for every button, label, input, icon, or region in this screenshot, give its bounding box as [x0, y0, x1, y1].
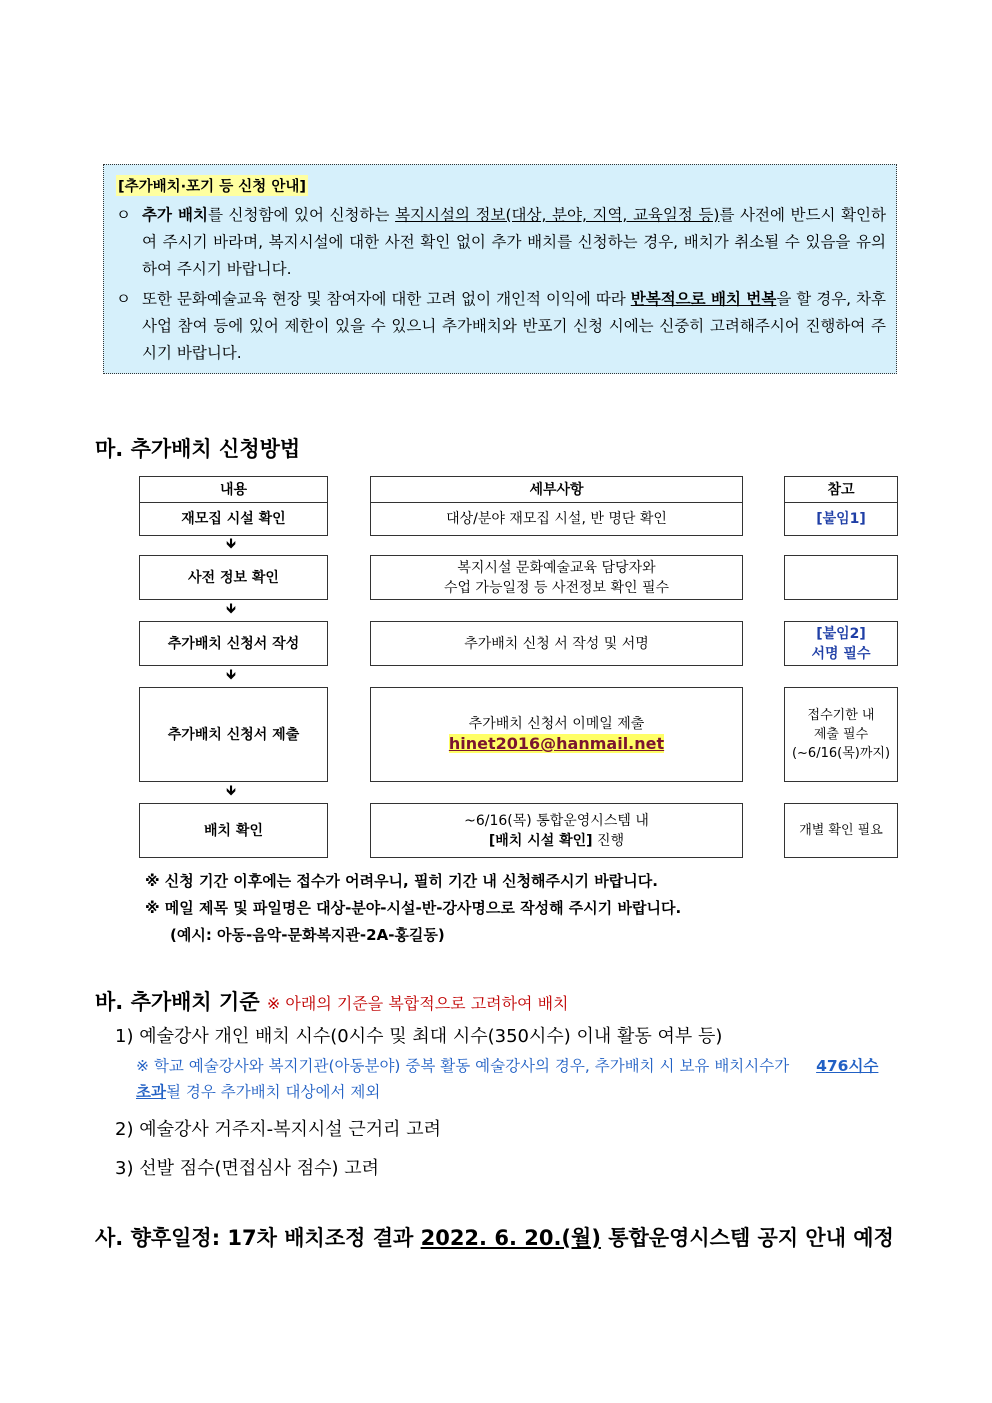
notice-b2-text: 또한 문화예술교육 현장 및 참여자에 대한 고려 없이 개인적 이익에 따라	[142, 290, 631, 308]
criterion-1-note-strong: 476시수 초과	[136, 1057, 879, 1101]
ref-5: 개별 확인 필요	[784, 803, 898, 858]
notice-b1-underline: 복지시설의 정보(대상, 분야, 지역, 교육일정 등)	[395, 206, 720, 224]
arrow-down-icon: 🡻	[226, 601, 237, 617]
ref-2	[784, 555, 898, 600]
ref-4-line-1: 접수기한 내	[807, 708, 875, 723]
table-header-content: 내용	[139, 476, 328, 503]
arrow-down-icon: 🡻	[226, 667, 237, 683]
table-header-ref: 참고	[784, 476, 898, 503]
note-1: ※ 신청 기간 이후에는 접수가 어려우니, 필히 기간 내 신청해주시기 바랍니다.	[145, 872, 658, 890]
criterion-1: 1) 예술강사 개인 배치 시수(0시수 및 최대 시수(350시수) 이내 활동 여부 등)	[115, 1026, 723, 1047]
notice-b1-text-2: 를 사전에 반드시 확인하여 주시기 바라며, 복지시설에 대한 사전 확인 없이 추가 배치를 신청하는 경우, 배치가 취소될 수 있음을 유의하여 주시기 바랍니다.	[142, 206, 886, 278]
section-sa-text-2: 통합운영시스템 공지 안내 예정	[600, 1226, 894, 1250]
notice-b2-strong: 반복적으로 배치 번복	[630, 290, 777, 308]
detail-2-line-2: 수업 가능일정 등 사전정보 확인 필수	[443, 579, 670, 596]
detail-5-text: 진행	[592, 832, 625, 849]
ref-4	[784, 687, 898, 782]
detail-2-line-1: 복지시설 문화예술교육 담당자와	[457, 559, 656, 576]
bullet-mark: ㅇ	[116, 290, 131, 308]
ref-3-line-1: [붙임2]	[816, 625, 866, 642]
bullet-mark: ㅇ	[116, 206, 131, 224]
arrow-down-icon: 🡻	[226, 536, 237, 552]
notice-b2-text-2: 을 할 경우, 차후 사업 참여 등에 있어 제한이 있을 수 있으니 추가배치와 반포기 신청 시에는 신중히 고려해주시어 진행하여 주시기 바랍니다.	[142, 290, 886, 362]
detail-1: 대상/분야 재모집 시설, 반 명단 확인	[370, 502, 743, 536]
step-3: 추가배치 신청서 작성	[139, 621, 328, 666]
section-ba-sub: ※ 아래의 기준을 복합적으로 고려하여 배치	[266, 994, 569, 1013]
table-header-detail: 세부사항	[370, 476, 743, 503]
section-sa-date: 2022. 6. 20.(월)	[420, 1226, 601, 1250]
ref-3	[784, 621, 898, 666]
detail-2	[370, 555, 743, 600]
criterion-2: 2) 예술강사 거주지-복지시설 근거리 고려	[115, 1119, 442, 1140]
notice-b1-strong: 추가 배치	[142, 206, 208, 224]
detail-4	[370, 687, 743, 782]
section-ba-heading	[95, 986, 569, 1016]
ref-3-line-2: 서명 필수	[811, 645, 871, 662]
arrow-down-icon: 🡻	[226, 783, 237, 799]
ref-4-line-3: (~6/16(목)까지)	[791, 746, 891, 761]
step-2: 사전 정보 확인	[139, 555, 328, 600]
section-ba-title: 바. 추가배치 기준	[95, 990, 260, 1014]
note-2: ※ 메일 제목 및 파일명은 대상-분야-시설-반-강사명으로 작성해 주시기 바랍니다.	[145, 899, 682, 917]
notice-title: [추가배치·포기 등 신청 안내]	[116, 175, 308, 196]
detail-3: 추가배치 신청 서 작성 및 서명	[370, 621, 743, 666]
ref-4-line-2: 제출 필수	[813, 727, 869, 742]
detail-5-strong: [배치 시설 확인]	[488, 832, 593, 849]
criterion-3: 3) 선발 점수(면접심사 점수) 고려	[115, 1158, 380, 1179]
notice-bullet-1	[116, 202, 886, 283]
step-1: 재모집 시설 확인	[139, 502, 328, 536]
detail-5-line-1: ~6/16(목) 통합운영시스템 내	[464, 812, 649, 829]
criterion-1-note-text-2: 될 경우 추가배치 대상에서 제외	[165, 1083, 381, 1101]
detail-5	[370, 803, 743, 858]
email-link[interactable]: hinet2016@hanmail.net	[448, 734, 665, 753]
section-sa-heading	[95, 1222, 894, 1252]
notice-box	[103, 164, 897, 374]
notice-b1-text: 를 신청함에 있어 신청하는	[207, 206, 396, 224]
criterion-1-note-text: ※ 학교 예술강사와 복지기관(아동분야) 중복 활동 예술강사의 경우, 추가배치 시 보유 배치시수가	[136, 1057, 795, 1075]
ref-1: [붙임1]	[784, 502, 898, 536]
detail-4-line-1: 추가배치 신청서 이메일 제출	[468, 716, 645, 732]
section-sa-text: 사. 향후일정: 17차 배치조정 결과	[95, 1226, 421, 1250]
section-ma-heading: 마. 추가배치 신청방법	[95, 437, 301, 461]
notice-bullet-2	[116, 286, 886, 367]
step-4: 추가배치 신청서 제출	[139, 687, 328, 782]
step-5: 배치 확인	[139, 803, 328, 858]
criterion-1-note	[136, 1053, 898, 1105]
note-example: (예시: 아동-음악-문화복지관-2A-홍길동)	[170, 926, 445, 944]
